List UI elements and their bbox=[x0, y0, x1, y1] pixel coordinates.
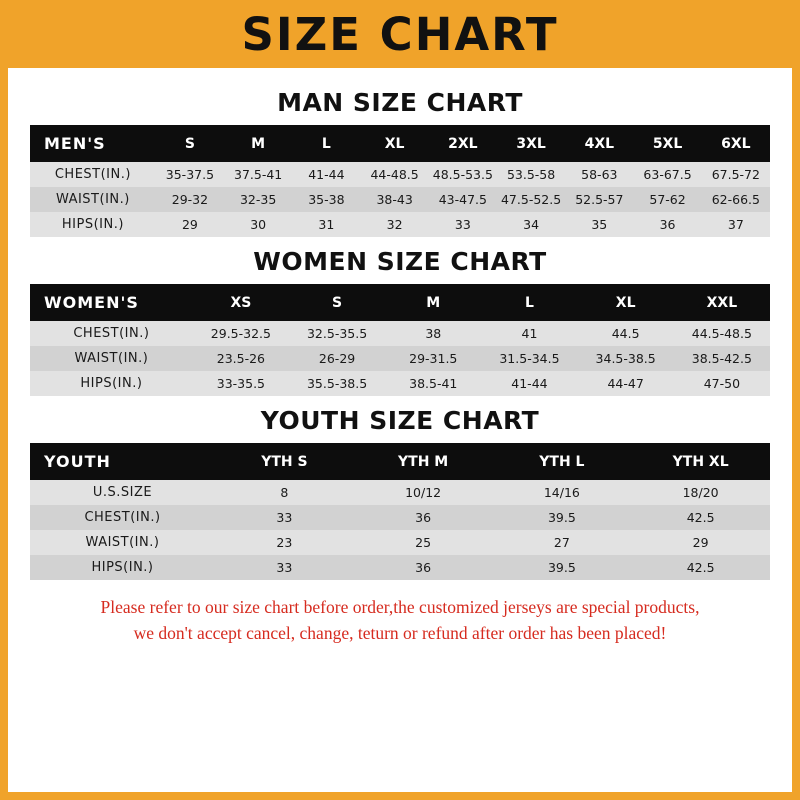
cell: 35 bbox=[565, 212, 633, 237]
cell: 33 bbox=[215, 505, 354, 530]
men-section-title: MAN SIZE CHART bbox=[277, 88, 523, 117]
women-col-xl: XL bbox=[578, 284, 674, 321]
men-table-body bbox=[30, 162, 770, 237]
women-col-l: L bbox=[481, 284, 577, 321]
cell: 10/12 bbox=[354, 480, 493, 505]
table-header-row bbox=[30, 443, 770, 480]
men-col-4xl: 4XL bbox=[565, 125, 633, 162]
cell: 32-35 bbox=[224, 187, 292, 212]
footer-note bbox=[30, 594, 770, 647]
cell: 31 bbox=[292, 212, 360, 237]
women-col-xs: XS bbox=[193, 284, 289, 321]
cell: 44-47 bbox=[578, 371, 674, 396]
cell: 8 bbox=[215, 480, 354, 505]
cell: 67.5-72 bbox=[702, 162, 770, 187]
women-table-header bbox=[30, 284, 770, 321]
men-table-header bbox=[30, 125, 770, 162]
cell: 14/16 bbox=[493, 480, 632, 505]
page-header bbox=[0, 0, 800, 68]
cell: 36 bbox=[633, 212, 701, 237]
cell: 37 bbox=[702, 212, 770, 237]
cell: 34.5-38.5 bbox=[578, 346, 674, 371]
men-size-table bbox=[30, 125, 770, 237]
chart-content bbox=[8, 68, 792, 792]
cell: 36 bbox=[354, 505, 493, 530]
women-row-label-hips: HIPS(IN.) bbox=[30, 371, 193, 396]
cell: 44.5-48.5 bbox=[674, 321, 770, 346]
cell: 25 bbox=[354, 530, 493, 555]
women-header-label: WOMEN'S bbox=[30, 284, 193, 321]
cell: 48.5-53.5 bbox=[429, 162, 497, 187]
men-col-6xl: 6XL bbox=[702, 125, 770, 162]
men-row-label-chest: CHEST(IN.) bbox=[30, 162, 156, 187]
cell: 53.5-58 bbox=[497, 162, 565, 187]
cell: 39.5 bbox=[493, 555, 632, 580]
cell: 38.5-41 bbox=[385, 371, 481, 396]
cell: 38.5-42.5 bbox=[674, 346, 770, 371]
youth-row-label-chest: CHEST(IN.) bbox=[30, 505, 215, 530]
table-row bbox=[30, 212, 770, 237]
cell: 44.5 bbox=[578, 321, 674, 346]
page-title: SIZE CHART bbox=[241, 7, 559, 61]
youth-row-label-hips: HIPS(IN.) bbox=[30, 555, 215, 580]
cell: 62-66.5 bbox=[702, 187, 770, 212]
cell: 52.5-57 bbox=[565, 187, 633, 212]
cell: 29-32 bbox=[156, 187, 224, 212]
cell: 37.5-41 bbox=[224, 162, 292, 187]
cell: 41 bbox=[481, 321, 577, 346]
women-section-title: WOMEN SIZE CHART bbox=[253, 247, 547, 276]
women-row-label-chest: CHEST(IN.) bbox=[30, 321, 193, 346]
cell: 27 bbox=[493, 530, 632, 555]
men-col-3xl: 3XL bbox=[497, 125, 565, 162]
youth-header-label: YOUTH bbox=[30, 443, 215, 480]
table-row bbox=[30, 371, 770, 396]
cell: 23.5-26 bbox=[193, 346, 289, 371]
men-header-label: MEN'S bbox=[30, 125, 156, 162]
cell: 42.5 bbox=[631, 555, 770, 580]
cell: 41-44 bbox=[292, 162, 360, 187]
youth-row-label-ussize: U.S.SIZE bbox=[30, 480, 215, 505]
table-row bbox=[30, 162, 770, 187]
footer-note-line-2: we don't accept cancel, change, teturn or refund after order has been placed! bbox=[133, 623, 667, 644]
cell: 43-47.5 bbox=[429, 187, 497, 212]
cell: 30 bbox=[224, 212, 292, 237]
women-row-label-waist: WAIST(IN.) bbox=[30, 346, 193, 371]
table-header-row bbox=[30, 125, 770, 162]
men-col-5xl: 5XL bbox=[633, 125, 701, 162]
men-col-m: M bbox=[224, 125, 292, 162]
women-col-m: M bbox=[385, 284, 481, 321]
cell: 63-67.5 bbox=[633, 162, 701, 187]
men-row-label-hips: HIPS(IN.) bbox=[30, 212, 156, 237]
cell: 57-62 bbox=[633, 187, 701, 212]
youth-section-title: YOUTH SIZE CHART bbox=[260, 406, 540, 435]
women-col-xxl: XXL bbox=[674, 284, 770, 321]
cell: 33-35.5 bbox=[193, 371, 289, 396]
cell: 38-43 bbox=[361, 187, 429, 212]
cell: 33 bbox=[429, 212, 497, 237]
women-size-table bbox=[30, 284, 770, 396]
cell: 32.5-35.5 bbox=[289, 321, 385, 346]
cell: 18/20 bbox=[631, 480, 770, 505]
men-col-xl: XL bbox=[361, 125, 429, 162]
table-row bbox=[30, 505, 770, 530]
cell: 34 bbox=[497, 212, 565, 237]
cell: 36 bbox=[354, 555, 493, 580]
table-row bbox=[30, 480, 770, 505]
cell: 32 bbox=[361, 212, 429, 237]
youth-col-s: YTH S bbox=[215, 443, 354, 480]
youth-col-xl: YTH XL bbox=[631, 443, 770, 480]
cell: 26-29 bbox=[289, 346, 385, 371]
footer-note-line-1: Please refer to our size chart before order,the customized jerseys are special products, bbox=[100, 597, 700, 617]
cell: 58-63 bbox=[565, 162, 633, 187]
cell: 39.5 bbox=[493, 505, 632, 530]
youth-table-body bbox=[30, 480, 770, 580]
cell: 35.5-38.5 bbox=[289, 371, 385, 396]
cell: 41-44 bbox=[481, 371, 577, 396]
women-table-body bbox=[30, 321, 770, 396]
men-col-s: S bbox=[156, 125, 224, 162]
cell: 35-37.5 bbox=[156, 162, 224, 187]
cell: 29-31.5 bbox=[385, 346, 481, 371]
table-header-row bbox=[30, 284, 770, 321]
men-col-l: L bbox=[292, 125, 360, 162]
cell: 29.5-32.5 bbox=[193, 321, 289, 346]
cell: 38 bbox=[385, 321, 481, 346]
cell: 47-50 bbox=[674, 371, 770, 396]
table-row bbox=[30, 321, 770, 346]
table-row bbox=[30, 346, 770, 371]
youth-table-header bbox=[30, 443, 770, 480]
cell: 44-48.5 bbox=[361, 162, 429, 187]
cell: 42.5 bbox=[631, 505, 770, 530]
cell: 33 bbox=[215, 555, 354, 580]
cell: 23 bbox=[215, 530, 354, 555]
table-row bbox=[30, 187, 770, 212]
cell: 29 bbox=[631, 530, 770, 555]
youth-row-label-waist: WAIST(IN.) bbox=[30, 530, 215, 555]
men-col-2xl: 2XL bbox=[429, 125, 497, 162]
youth-col-l: YTH L bbox=[493, 443, 632, 480]
men-row-label-waist: WAIST(IN.) bbox=[30, 187, 156, 212]
youth-col-m: YTH M bbox=[354, 443, 493, 480]
cell: 47.5-52.5 bbox=[497, 187, 565, 212]
cell: 35-38 bbox=[292, 187, 360, 212]
cell: 31.5-34.5 bbox=[481, 346, 577, 371]
cell: 29 bbox=[156, 212, 224, 237]
youth-size-table bbox=[30, 443, 770, 580]
table-row bbox=[30, 555, 770, 580]
table-row bbox=[30, 530, 770, 555]
women-col-s: S bbox=[289, 284, 385, 321]
